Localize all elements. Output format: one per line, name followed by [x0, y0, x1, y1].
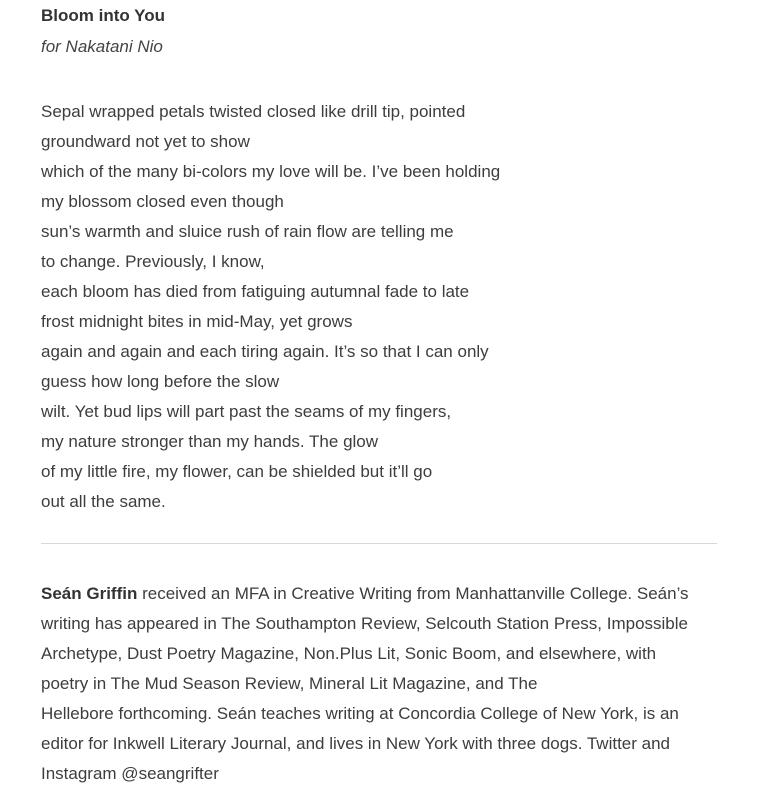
poem-line: Sepal wrapped petals twisted closed like drill tip, pointed	[41, 102, 466, 121]
poem-line: to change. Previously, I know,	[41, 252, 265, 271]
poem-line: frost midnight bites in mid-May, yet grows	[41, 312, 353, 331]
bio-line: poetry in The Mud Season Review, Mineral Lit Magazine, and The	[41, 674, 538, 693]
author-name: Seán Griffin	[41, 584, 138, 603]
poem-line: of my little fire, my flower, can be shielded but it’ll go	[41, 462, 433, 481]
poem-line: groundward not yet to show	[41, 132, 250, 151]
poem-line: guess how long before the slow	[41, 372, 280, 391]
bio-first-line-text: received an MFA in Creative Writing from Manhattanville College. Seán’s	[137, 584, 689, 603]
section-divider	[41, 543, 717, 544]
bio-line	[41, 579, 689, 609]
bio-line: editor for Inkwell Literary Journal, and lives in New York with three dogs. Twitter and	[41, 734, 670, 753]
poem-line: sun’s warmth and sluice rush of rain flow are telling me	[41, 222, 454, 241]
poem-line: wilt. Yet bud lips will part past the seams of my fingers,	[41, 402, 452, 421]
poem-line: out all the same.	[41, 492, 166, 511]
bio-line: writing has appeared in The Southampton Review, Selcouth Station Press, Impossible	[41, 614, 688, 633]
poem-line: my blossom closed even though	[41, 192, 284, 211]
poem-dedication: for Nakatani Nio	[41, 37, 163, 56]
poem-body	[41, 97, 500, 517]
poem-line: which of the many bi-colors my love will be. I’ve been holding	[41, 162, 501, 181]
bio-line: Hellebore forthcoming. Seán teaches writing at Concordia College of New York, is an	[41, 704, 679, 723]
poem-line: again and again and each tiring again. It’s so that I can only	[41, 342, 489, 361]
bio-line: Archetype, Dust Poetry Magazine, Non.Plus Lit, Sonic Boom, and elsewhere, with	[41, 644, 657, 663]
poem-title: Bloom into You	[41, 6, 166, 25]
bio-line: Instagram @seangrifter	[41, 764, 219, 783]
poem-line: each bloom has died from fatiguing autumnal fade to late	[41, 282, 470, 301]
author-bio	[41, 579, 689, 789]
poem-line: my nature stronger than my hands. The glow	[41, 432, 379, 451]
